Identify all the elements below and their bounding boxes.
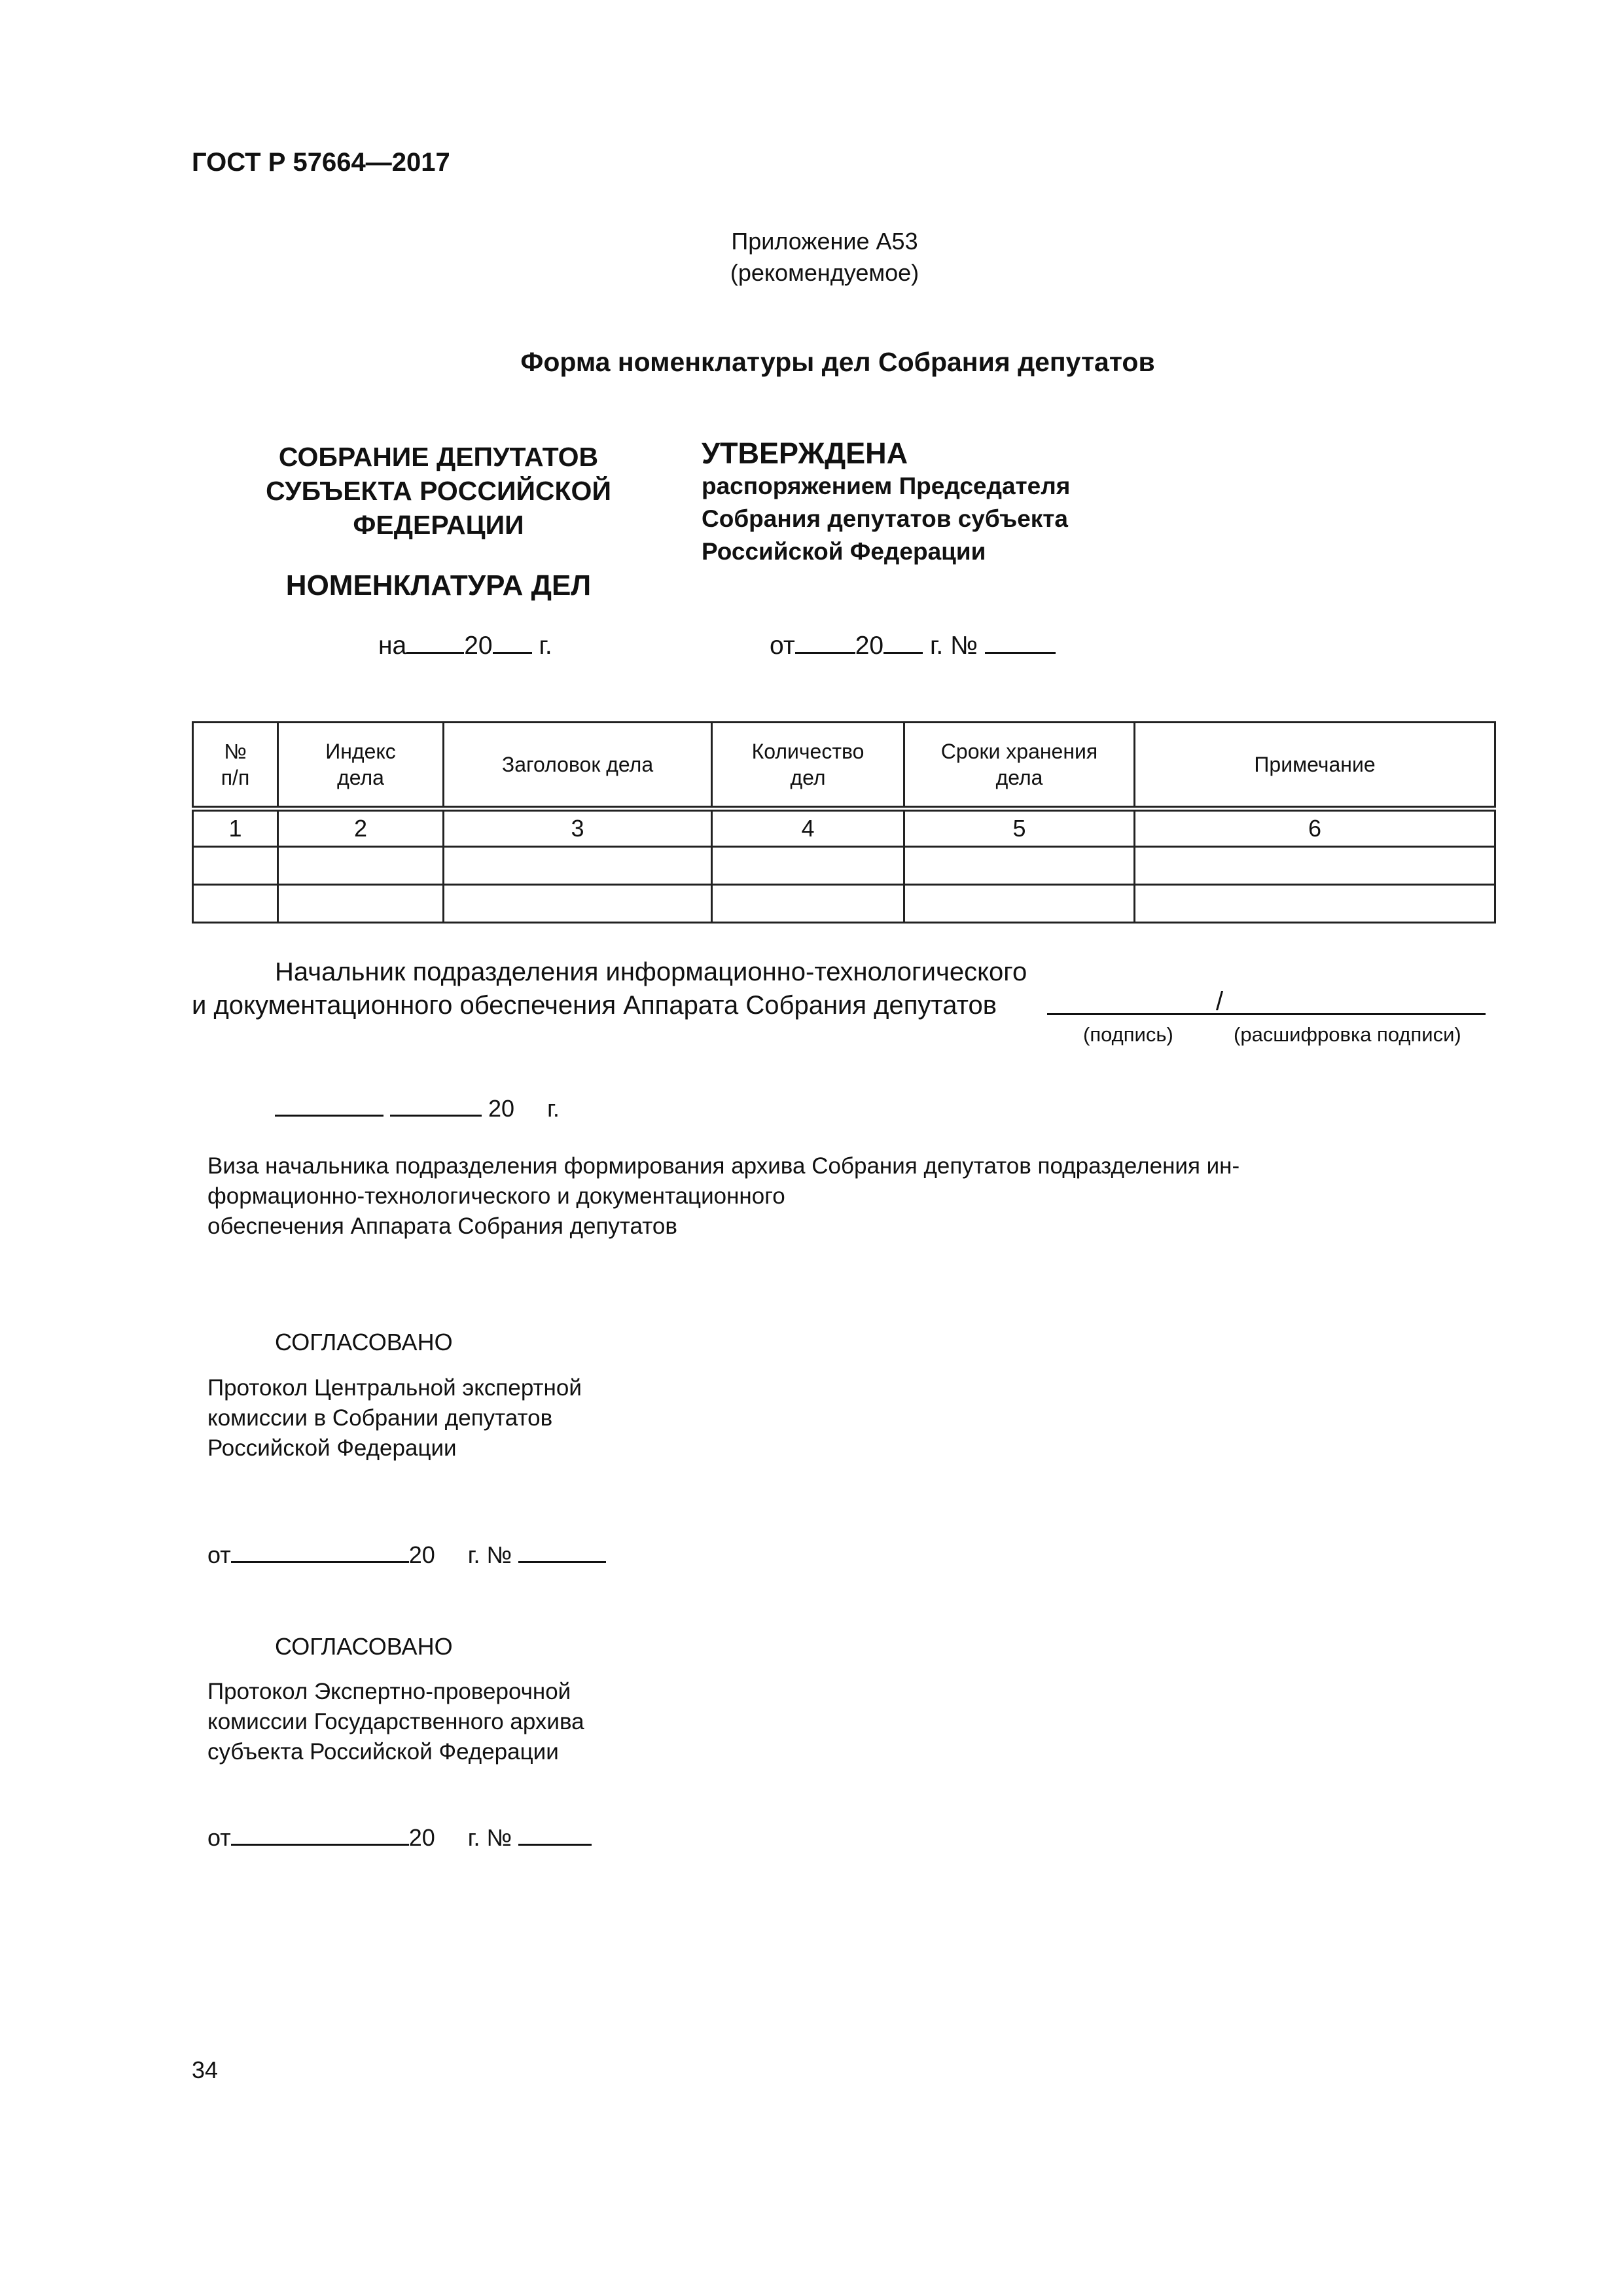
date-blank[interactable] bbox=[231, 1561, 409, 1563]
approval-title: УТВЕРЖДЕНА bbox=[702, 437, 908, 470]
date-blank[interactable] bbox=[795, 652, 855, 654]
year-middle: 20 bbox=[464, 632, 493, 660]
year-blank[interactable] bbox=[406, 652, 464, 654]
organization-line: ФЕДЕРАЦИИ bbox=[353, 510, 524, 540]
column-number: 5 bbox=[904, 809, 1135, 847]
signature-line[interactable] bbox=[1047, 1013, 1486, 1015]
table-header-row bbox=[193, 723, 1495, 809]
annex-heading bbox=[694, 226, 955, 289]
visa-line: формационно-технологического и документационного bbox=[207, 1183, 785, 1209]
standard-code: ГОСТ Р 57664—2017 bbox=[192, 148, 450, 177]
header-cell-index: Индекс дела bbox=[278, 723, 444, 809]
number-blank[interactable] bbox=[518, 1561, 606, 1563]
approval-line: распоряжением Председателя bbox=[702, 473, 1071, 499]
nomenclature-table bbox=[192, 721, 1496, 924]
agreed-title: СОГЛАСОВАНО bbox=[275, 1633, 453, 1660]
table-cell[interactable] bbox=[712, 885, 904, 923]
table-cell[interactable] bbox=[444, 847, 712, 885]
column-number: 3 bbox=[444, 809, 712, 847]
table-row bbox=[193, 885, 1495, 923]
column-number: 1 bbox=[193, 809, 278, 847]
annex-title: Приложение А53 bbox=[731, 228, 918, 255]
number-blank[interactable] bbox=[985, 652, 1056, 654]
date-prefix: от bbox=[207, 1824, 231, 1851]
date-middle: 20 bbox=[855, 632, 884, 660]
table-cell[interactable] bbox=[904, 847, 1135, 885]
agreed-date-field[interactable] bbox=[207, 1541, 606, 1569]
visa-line: обеспечения Аппарата Собрания депутатов bbox=[207, 1213, 677, 1239]
number-blank[interactable] bbox=[518, 1844, 592, 1846]
date-blank[interactable] bbox=[231, 1844, 409, 1846]
column-number: 6 bbox=[1135, 809, 1495, 847]
signature-caption: (подпись) bbox=[1083, 1023, 1173, 1046]
table-cell[interactable] bbox=[193, 847, 278, 885]
nomenclature-year-field[interactable] bbox=[378, 632, 552, 660]
header-cell-number: № п/п bbox=[193, 723, 278, 809]
chief-title-line: и документационного обеспечения Аппарата Собрания депутатов bbox=[192, 991, 997, 1020]
table-cell[interactable] bbox=[712, 847, 904, 885]
header-cell-note: Примечание bbox=[1135, 723, 1495, 809]
approval-block bbox=[702, 437, 1070, 568]
visa-block bbox=[207, 1151, 1240, 1242]
approval-line: Российской Федерации bbox=[702, 538, 986, 565]
signature-separator: / bbox=[1216, 987, 1224, 1016]
approval-date-field[interactable] bbox=[770, 632, 1056, 660]
header-cell-title: Заголовок дела bbox=[444, 723, 712, 809]
organization-block bbox=[216, 440, 661, 542]
header-cell-count: Количество дел bbox=[712, 723, 904, 809]
date-middle: 20 bbox=[408, 1541, 435, 1568]
date-year: 20 bbox=[488, 1095, 515, 1122]
agreed-protocol-text: Протокол Экспертно-проверочной комиссии Государственного архива субъекта Российской Федерации bbox=[207, 1679, 584, 1765]
document-name: НОМЕНКЛАТУРА ДЕЛ bbox=[285, 569, 592, 601]
column-number-row bbox=[193, 809, 1495, 847]
date-suffix: г. № bbox=[467, 1824, 512, 1851]
column-number: 2 bbox=[278, 809, 444, 847]
table-cell[interactable] bbox=[1135, 885, 1495, 923]
table-cell[interactable] bbox=[1135, 847, 1495, 885]
table-cell[interactable] bbox=[278, 847, 444, 885]
visa-line: Виза начальника подразделения формирования архива Собрания депутатов подразделения ин- bbox=[207, 1153, 1240, 1179]
day-blank[interactable] bbox=[275, 1115, 383, 1117]
agreed-date-field[interactable] bbox=[207, 1824, 592, 1852]
annex-status: (рекомендуемое) bbox=[730, 259, 919, 286]
table-cell[interactable] bbox=[278, 885, 444, 923]
approval-line: Собрания депутатов субъекта bbox=[702, 505, 1069, 532]
date-suffix: г. bbox=[547, 1095, 560, 1122]
chief-title-line: Начальник подразделения информационно-технологического bbox=[275, 958, 1027, 986]
date-middle: 20 bbox=[408, 1824, 435, 1851]
organization-line: СУБЪЕКТА РОССИЙСКОЙ bbox=[266, 476, 611, 506]
table-cell[interactable] bbox=[193, 885, 278, 923]
year-suffix: г. bbox=[539, 632, 552, 660]
signature-decode-caption: (расшифровка подписи) bbox=[1234, 1023, 1461, 1046]
year-prefix: на bbox=[378, 632, 407, 660]
month-blank[interactable] bbox=[390, 1115, 482, 1117]
table-cell[interactable] bbox=[444, 885, 712, 923]
column-number: 4 bbox=[712, 809, 904, 847]
signature-date-field[interactable] bbox=[275, 1095, 560, 1122]
table-cell[interactable] bbox=[904, 885, 1135, 923]
agreed-title: СОГЛАСОВАНО bbox=[275, 1329, 453, 1355]
year-blank[interactable] bbox=[493, 652, 532, 654]
date-suffix: г. № bbox=[467, 1541, 512, 1568]
form-title: Форма номенклатуры дел Собрания депутатов bbox=[520, 347, 1155, 377]
header-cell-retention: Сроки хранения дела bbox=[904, 723, 1135, 809]
organization-line: СОБРАНИЕ ДЕПУТАТОВ bbox=[278, 442, 599, 472]
page-number: 34 bbox=[192, 2056, 219, 2083]
date-prefix: от bbox=[770, 632, 795, 660]
date-suffix: г. № bbox=[929, 632, 978, 660]
date-blank[interactable] bbox=[883, 652, 923, 654]
table-row bbox=[193, 847, 1495, 885]
agreed-protocol-text: Протокол Центральной экспертной комиссии в Собрании депутатов Российской Федерации bbox=[207, 1375, 582, 1461]
date-prefix: от bbox=[207, 1541, 231, 1568]
